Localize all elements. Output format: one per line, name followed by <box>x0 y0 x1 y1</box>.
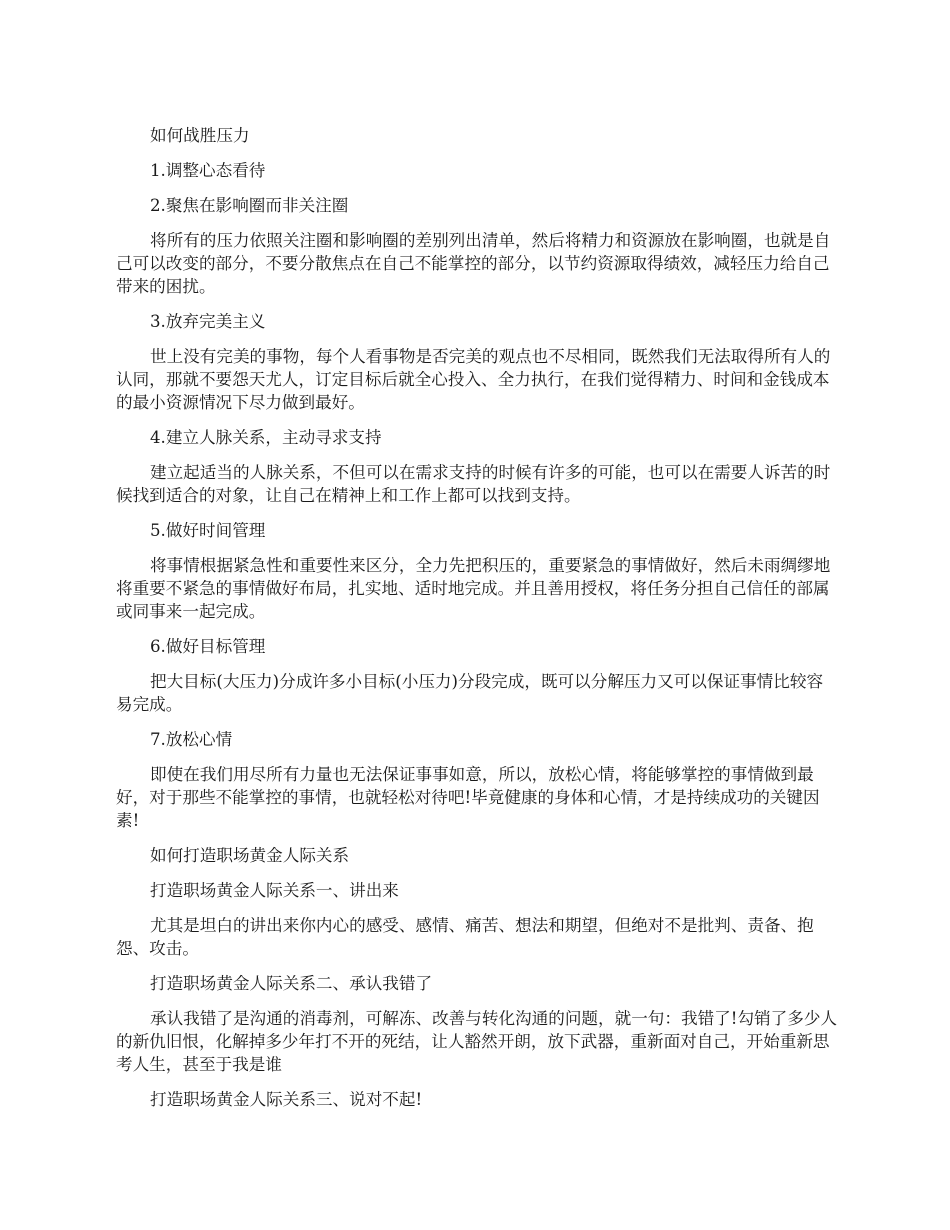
body-paragraph: 建立起适当的人脉关系，不但可以在需求支持的时候有许多的可能，也可以在需要人诉苦的时候找到适合的对象，让自己在精神上和工作上都可以找到支持。 <box>116 463 831 505</box>
heading-item: 2.聚焦在影响圈而非关注圈 <box>150 196 349 215</box>
body-paragraph: 把大目标(大压力)分成许多小目标(小压力)分段完成，既可以分解压力又可以保证事情比较容易完成。 <box>116 672 824 714</box>
body-paragraph: 世上没有完美的事物，每个人看事物是否完美的观点也不尽相同，既然我们无法取得所有人的认同，那就不要怨天尤人，订定目标后就全心投入、全力执行，在我们觉得精力、时间和金钱成本的最小资源情况下尽力做到最好。 <box>116 347 831 412</box>
body-paragraph: 将所有的压力依照关注圈和影响圈的差别列出清单，然后将精力和资源放在影响圈，也就是自己可以改变的部分，不要分散焦点在自己不能掌控的部分，以节约资源取得绩效，减轻压力给自己带来的困扰。 <box>116 231 831 296</box>
heading-item: 3.放弃完美主义 <box>150 312 266 331</box>
body-paragraph: 将事情根据紧急性和重要性来区分，全力先把积压的，重要紧急的事情做好，然后未雨绸缪地将重要不紧急的事情做好布局，扎实地、适时地完成。并且善用授权，将任务分担自己信任的部属或同事来一起完成。 <box>116 556 831 621</box>
heading-item: 7.放松心情 <box>150 730 233 749</box>
body-paragraph: 尤其是坦白的讲出来你内心的感受、感情、痛苦、想法和期望，但绝对不是批判、责备、抱怨、攻击。 <box>116 916 814 958</box>
document-page <box>116 124 838 1111</box>
heading-item: 4.建立人脉关系，主动寻求支持 <box>150 428 382 447</box>
heading-item: 6.做好目标管理 <box>150 637 266 656</box>
heading-item: 打造职场黄金人际关系二、承认我错了 <box>150 974 433 993</box>
heading-item: 1.调整心态看待 <box>150 161 266 180</box>
heading-item: 5.做好时间管理 <box>150 521 266 540</box>
heading-item: 打造职场黄金人际关系三、说对不起! <box>150 1090 423 1109</box>
body-paragraph: 即使在我们用尽所有力量也无法保证事事如意，所以，放松心情，将能够掌控的事情做到最好，对于那些不能掌控的事情，也就轻松对待吧!毕竟健康的身体和心情，才是持续成功的关键因素! <box>116 765 820 830</box>
section-title: 如何打造职场黄金人际关系 <box>150 846 350 865</box>
section-title: 如何战胜压力 <box>150 126 250 145</box>
heading-item: 打造职场黄金人际关系一、讲出来 <box>150 881 399 900</box>
body-paragraph: 承认我错了是沟通的消毒剂，可解冻、改善与转化沟通的问题，就一句：我错了!勾销了多少人的新仇旧恨，化解掉多少年打不开的死结，让人豁然开朗，放下武器，重新面对自己，开始重新思考人生，甚至于我是谁 <box>116 1009 838 1074</box>
